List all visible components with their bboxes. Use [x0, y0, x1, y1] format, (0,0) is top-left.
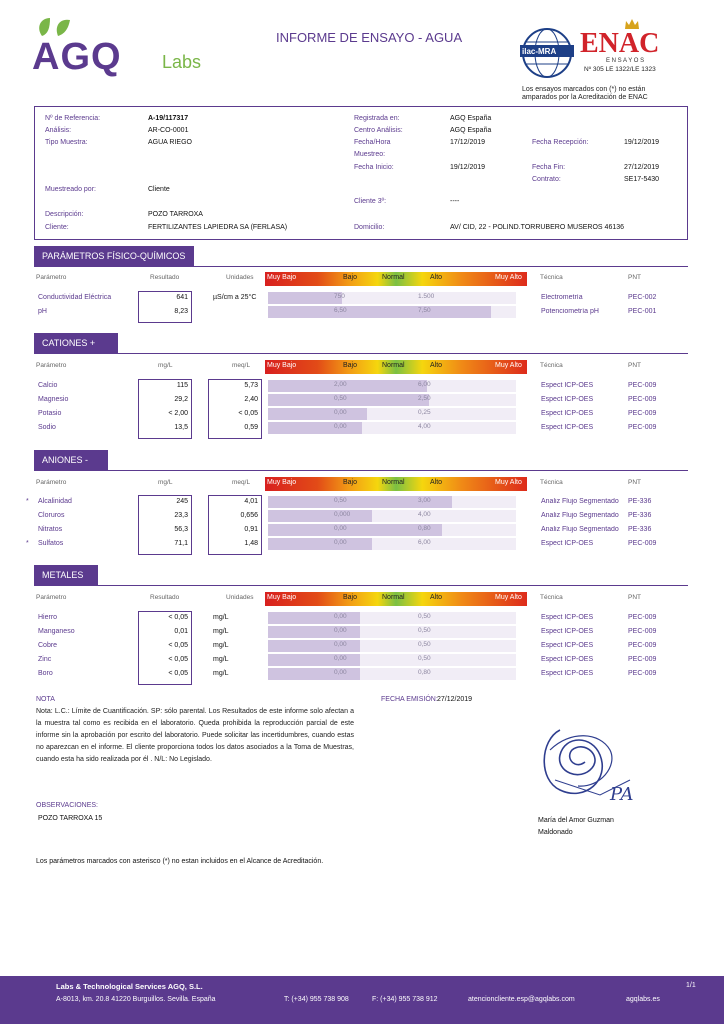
metales-row-4-technique: Espect ICP-OES [541, 670, 594, 677]
enac-note-2: amparados por la Acreditación de ENAC [522, 94, 648, 101]
cationes-row-1-low-limit: 0,50 [334, 395, 347, 402]
centro-value: AGQ España [450, 127, 492, 134]
analisis-value: AR-CO-0001 [148, 127, 189, 134]
cationes-row-3-high-limit: 4,00 [418, 423, 431, 430]
fecha-emision-value: 27/12/2019 [437, 696, 473, 703]
aniones-row-2-high-limit: 0,80 [418, 525, 431, 532]
fq-row-0-technique: Electrometría [541, 294, 583, 301]
fq-row-0-name: Conductividad Eléctrica [38, 294, 112, 301]
aniones-row-0-name: Alcalinidad [38, 498, 72, 505]
metales-row-1-pnt: PEC-009 [628, 628, 657, 635]
cationes-header-meql: meq/L [232, 362, 251, 369]
fechahora-value: 17/12/2019 [450, 139, 486, 146]
scale-label-bajo: Bajo [343, 479, 358, 486]
scale-label-muy-alto: Muy Alto [495, 362, 522, 369]
fin-value: 27/12/2019 [624, 164, 660, 171]
signature-initials: PA [610, 784, 634, 805]
inicio-label: Fecha Inicio: [354, 164, 394, 171]
report-title: INFORME DE ENSAYO - AGUA [276, 30, 463, 45]
metales-row-4-low-limit: 0,00 [334, 669, 347, 676]
cationes-row-1-meql: 2,40 [244, 396, 258, 403]
signer-name-1: María del Amor Guzman [538, 817, 614, 824]
fq-row-0-high-limit: 1.500 [418, 293, 435, 300]
enac-note-1: Los ensayos marcados con (*) no están [522, 86, 646, 93]
scale-label-alto: Alto [430, 362, 443, 369]
metales-row-2-pnt: PEC-009 [628, 642, 657, 649]
metales-row-4-units: mg/L [213, 670, 229, 677]
aniones-row-3-mgl: 71,1 [174, 540, 188, 547]
footer-email[interactable]: atencioncliente.esp@agqlabs.com [468, 996, 575, 1003]
cationes-row-0-name: Calcio [38, 382, 58, 389]
aniones-row-1-high-limit: 4,00 [418, 511, 431, 518]
recepcion-value: 19/12/2019 [624, 139, 660, 146]
cationes-level-scale [265, 360, 527, 374]
aniones-row-0-low-limit: 0,50 [334, 497, 347, 504]
tipo-value: AGUA RIEGO [148, 139, 192, 146]
cationes-row-1-pnt: PEC-009 [628, 396, 657, 403]
scale-label-normal: Normal [382, 362, 405, 369]
metales-row-1-technique: Espect ICP-OES [541, 628, 594, 635]
agq-logo [32, 16, 212, 80]
enac-logo [580, 18, 680, 88]
metales-row-4-name: Boro [38, 670, 53, 677]
cliente-value: FERTILIZANTES LAPIEDRA SA (FERLASA) [148, 224, 288, 231]
footer-bar [0, 976, 724, 1024]
fechahora-label: Fecha/Hora [354, 139, 391, 146]
footer-web[interactable]: agqlabs.es [626, 996, 660, 1003]
aniones-row-2-mgl: 56,3 [174, 526, 188, 533]
aniones-header-pnt: PNT [628, 479, 641, 486]
metales-row-0-name: Hierro [38, 614, 58, 621]
cationes-row-3-technique: Espect ICP-OES [541, 424, 594, 431]
metales-row-0-pnt: PEC-009 [628, 614, 657, 621]
metales-header-param: Parámetro [36, 594, 67, 601]
cationes-row-1-high-limit: 2,50 [418, 395, 431, 402]
observaciones-title: OBSERVACIONES: [36, 802, 98, 809]
cationes-row-0-high-limit: 6,00 [418, 381, 431, 388]
labs-wordmark: Labs [162, 52, 202, 72]
metales-header-pnt: PNT [628, 594, 641, 601]
registrada-label: Registrada en: [354, 115, 400, 122]
aniones-row-2-pnt: PE-336 [628, 526, 652, 533]
cationes-row-3-low-limit: 0,00 [334, 423, 347, 430]
cationes-row-0-pnt: PEC-009 [628, 382, 657, 389]
cationes-row-2-name: Potasio [38, 410, 62, 417]
inicio-value: 19/12/2019 [450, 164, 486, 171]
scale-label-bajo: Bajo [343, 274, 358, 281]
scale-label-muy-alto: Muy Alto [495, 594, 522, 601]
aniones-row-2-name: Nitratos [38, 526, 63, 533]
aniones-row-1-technique: Analiz Flujo Segmentado [541, 512, 619, 519]
fq-row-0-pnt: PEC-002 [628, 294, 657, 301]
signature-image [530, 710, 660, 810]
aniones-section-title: ANIONES - [34, 450, 108, 470]
cliente3-value: ---- [450, 198, 460, 205]
scale-label-alto: Alto [430, 479, 443, 486]
fq-row-0-result: 641 [176, 294, 188, 301]
ref-label: Nº de Referencia: [45, 115, 101, 122]
scale-label-alto: Alto [430, 274, 443, 281]
aniones-row-3-meql: 1,48 [244, 540, 258, 547]
muestreado-label: Muestreado por: [45, 186, 96, 193]
observaciones-value: POZO TARROXA 15 [38, 815, 103, 822]
cationes-section-rule [34, 353, 688, 354]
enac-number: Nº 305 LE 1322/LE 1323 [584, 66, 656, 73]
cationes-header-tech: Técnica [540, 362, 563, 369]
enac-sub: E N S A Y O S [606, 58, 645, 64]
aniones-row-0-meql: 4,01 [244, 498, 258, 505]
scale-label-muy-bajo: Muy Bajo [267, 479, 297, 486]
cationes-row-2-low-limit: 0,00 [334, 409, 347, 416]
metales-row-1-low-limit: 0,00 [334, 627, 347, 634]
aniones-row-3-technique: Espect ICP-OES [541, 540, 594, 547]
metales-row-0-units: mg/L [213, 614, 229, 621]
ilac-logo [518, 26, 576, 80]
cliente-label: Cliente: [45, 224, 69, 231]
metales-row-4-high-limit: 0,80 [418, 669, 431, 676]
tipo-label: Tipo Muestra: [45, 139, 88, 146]
footer-page: 1/1 [686, 982, 696, 989]
scale-label-normal: Normal [382, 594, 405, 601]
centro-label: Centro Análisis: [354, 127, 403, 134]
leaf-icon [34, 16, 74, 38]
metales-row-3-pnt: PEC-009 [628, 656, 657, 663]
metales-row-0-low-limit: 0,00 [334, 613, 347, 620]
scale-label-normal: Normal [382, 479, 405, 486]
cationes-row-1-mgl: 29,2 [174, 396, 188, 403]
aniones-row-2-level-bar [268, 524, 442, 536]
fq-row-1-technique: Potenciometría pH [541, 308, 599, 315]
agq-wordmark: AGQ [32, 36, 122, 78]
cationes-row-1-technique: Espect ICP-OES [541, 396, 594, 403]
descripcion-label: Descripción: [45, 211, 84, 218]
cationes-row-0-level-bar [268, 380, 427, 392]
metales-row-4-pnt: PEC-009 [628, 670, 657, 677]
metales-header-tech: Técnica [540, 594, 563, 601]
contrato-value: SE17-5430 [624, 176, 660, 183]
fecha-emision-label: FECHA EMISIÓN: [381, 696, 438, 703]
asterisk-note: Los parámetros marcados con asterisco (*) no estan incluidos en el Alcance de Acreditación. [36, 858, 324, 865]
aniones-row-3-level-bar [268, 538, 372, 550]
aniones-row-3-name: Sulfatos [38, 540, 64, 547]
scale-label-muy-bajo: Muy Bajo [267, 362, 297, 369]
metales-header-units: Unidades [226, 594, 254, 601]
domicilio-label: Domicilio: [354, 224, 385, 231]
aniones-row-3-high-limit: 6,00 [418, 539, 431, 546]
metales-header-result: Resultado [150, 594, 180, 601]
cationes-row-1-name: Magnesio [38, 396, 69, 403]
cationes-row-3-pnt: PEC-009 [628, 424, 657, 431]
aniones-row-1-pnt: PE-336 [628, 512, 652, 519]
aniones-section-rule [34, 470, 688, 471]
cliente3-label: Cliente 3º: [354, 198, 387, 205]
metales-row-1-high-limit: 0,50 [418, 627, 431, 634]
metales-row-2-high-limit: 0,50 [418, 641, 431, 648]
aniones-row-0-mgl: 245 [176, 498, 188, 505]
aniones-row-3-asterisk: * [26, 540, 29, 547]
cationes-row-0-low-limit: 2,00 [334, 381, 347, 388]
metales-row-2-units: mg/L [213, 642, 229, 649]
cationes-row-3-mgl: 13,5 [174, 424, 188, 431]
fq-header-param: Parámetro [36, 274, 67, 281]
fq-row-1-high-limit: 7,50 [418, 307, 431, 314]
fq-section-rule [34, 266, 688, 267]
aniones-header-mgl: mg/L [158, 479, 173, 486]
cationes-row-2-mgl: < 2,00 [168, 410, 188, 417]
signer-name-2: Maldonado [538, 829, 573, 836]
analisis-label: Análisis: [45, 127, 72, 134]
metales-row-1-units: mg/L [213, 628, 229, 635]
metales-row-1-result: 0,01 [174, 628, 188, 635]
ref-value: A-19/117317 [148, 115, 189, 122]
cationes-row-3-name: Sodio [38, 424, 56, 431]
aniones-header-tech: Técnica [540, 479, 563, 486]
fin-label: Fecha Fin: [532, 164, 566, 171]
descripcion-value: POZO TARROXA [148, 211, 203, 218]
cationes-row-3-meql: 0,59 [244, 424, 258, 431]
contrato-label: Contrato: [532, 176, 561, 183]
fq-level-scale [265, 272, 527, 286]
cationes-row-1-level-bar [268, 394, 429, 406]
cationes-row-0-technique: Espect ICP-OES [541, 382, 594, 389]
cationes-header-pnt: PNT [628, 362, 641, 369]
aniones-level-scale [265, 477, 527, 491]
scale-label-bajo: Bajo [343, 594, 358, 601]
aniones-row-1-level-bar [268, 510, 372, 522]
scale-label-muy-alto: Muy Alto [495, 479, 522, 486]
recepcion-label: Fecha Recepción: [532, 139, 589, 146]
cationes-row-2-level-bar [268, 408, 367, 420]
scale-label-muy-bajo: Muy Bajo [267, 274, 297, 281]
fq-header-pnt: PNT [628, 274, 641, 281]
metales-section-rule [34, 585, 688, 586]
scale-label-alto: Alto [430, 594, 443, 601]
aniones-row-3-low-limit: 0,00 [334, 539, 347, 546]
cationes-row-0-mgl: 115 [176, 382, 188, 389]
metales-row-2-technique: Espect ICP-OES [541, 642, 594, 649]
metales-row-3-result: < 0,05 [168, 656, 188, 663]
aniones-row-0-high-limit: 3,00 [418, 497, 431, 504]
fq-section-title: PARÁMETROS FÍSICO-QUÍMICOS [34, 246, 194, 266]
metales-row-3-high-limit: 0,50 [418, 655, 431, 662]
footer-fax: F: (+34) 955 738 912 [372, 996, 438, 1003]
fq-row-1-level-bar [268, 306, 491, 318]
cationes-row-2-technique: Espect ICP-OES [541, 410, 594, 417]
fq-row-0-level-bar [268, 292, 342, 304]
ilac-text: ilac-MRA [522, 47, 557, 56]
metales-row-3-low-limit: 0,00 [334, 655, 347, 662]
aniones-row-1-mgl: 23,3 [174, 512, 188, 519]
aniones-row-1-low-limit: 0,000 [334, 511, 351, 518]
fq-row-1-pnt: PEC-001 [628, 308, 657, 315]
fq-header-tech: Técnica [540, 274, 563, 281]
fq-row-1-low-limit: 6,50 [334, 307, 347, 314]
domicilio-value: AV/ CID, 22 - POLIND.TORRUBERO MUSEROS 46136 [450, 224, 625, 231]
aniones-row-2-low-limit: 0,00 [334, 525, 347, 532]
metales-section-title: METALES [34, 565, 98, 585]
aniones-row-1-meql: 0,656 [240, 512, 258, 519]
aniones-row-1-name: Cloruros [38, 512, 65, 519]
cationes-header-param: Parámetro [36, 362, 67, 369]
scale-label-muy-alto: Muy Alto [495, 274, 522, 281]
scale-label-muy-bajo: Muy Bajo [267, 594, 297, 601]
footer-address: A-8013, km. 20.8 41220 Burguillos. Sevilla. España [56, 996, 216, 1003]
metales-row-2-name: Cobre [38, 642, 58, 649]
aniones-header-param: Parámetro [36, 479, 67, 486]
metales-row-4-result: < 0,05 [168, 670, 188, 677]
footer-company: Labs & Technological Services AGQ, S.L. [56, 982, 203, 991]
nota-title: NOTA [36, 696, 55, 703]
footer-tel: T: (+34) 955 738 908 [284, 996, 349, 1003]
metales-row-3-name: Zinc [38, 656, 52, 663]
cationes-row-3-level-bar [268, 422, 362, 434]
aniones-row-2-technique: Analiz Flujo Segmentado [541, 526, 619, 533]
enac-wordmark: ENAC [580, 28, 660, 59]
metales-row-2-result: < 0,05 [168, 642, 188, 649]
cationes-header-mgl: mg/L [158, 362, 173, 369]
fq-header-result: Resultado [150, 274, 180, 281]
fq-row-1-name: pH [38, 308, 47, 315]
aniones-row-0-technique: Analiz Flujo Segmentado [541, 498, 619, 505]
muestreo-label: Muestreo: [354, 151, 386, 158]
metales-row-2-low-limit: 0,00 [334, 641, 347, 648]
metales-row-0-high-limit: 0,50 [418, 613, 431, 620]
aniones-row-3-pnt: PEC-009 [628, 540, 657, 547]
fq-header-units: Unidades [226, 274, 254, 281]
cationes-section-title: CATIONES + [34, 333, 118, 353]
registrada-value: AGQ España [450, 115, 492, 122]
aniones-row-0-asterisk: * [26, 498, 29, 505]
cationes-row-0-meql: 5,73 [244, 382, 258, 389]
aniones-header-meql: meq/L [232, 479, 251, 486]
aniones-row-2-meql: 0,91 [244, 526, 258, 533]
aniones-row-0-pnt: PE-336 [628, 498, 652, 505]
nota-text: Nota: L.C.: Límite de Cuantificación. SP: sólo parental. Los Resultados de este informe solo afectan a la muestra tal como es recibida en el laboratorio. Queda prohibida la reproducción parcial de este informe sin la aprobación por escrito del laboratorio. Puede solicitar las incertidumbres, cuando estas no aparezcan en el informe. El cliente proporciona todos los datos asociados a la Toma de Muestras, cuando esta ha sido realizada por él . N/L: No Legislado. [36, 708, 354, 763]
metales-row-3-units: mg/L [213, 656, 229, 663]
metales-row-0-technique: Espect ICP-OES [541, 614, 594, 621]
fq-row-0-units: µS/cm a 25°C [213, 294, 257, 301]
scale-label-bajo: Bajo [343, 362, 358, 369]
metales-level-scale [265, 592, 527, 606]
muestreado-value: Cliente [148, 186, 170, 193]
fq-row-0-low-limit: 750 [334, 293, 345, 300]
scale-label-normal: Normal [382, 274, 405, 281]
metales-row-0-result: < 0,05 [168, 614, 188, 621]
cationes-row-2-pnt: PEC-009 [628, 410, 657, 417]
cationes-row-2-high-limit: 0,25 [418, 409, 431, 416]
fq-row-1-result: 8,23 [174, 308, 188, 315]
cationes-row-2-meql: < 0,05 [238, 410, 258, 417]
metales-row-3-technique: Espect ICP-OES [541, 656, 594, 663]
metales-row-1-name: Manganeso [38, 628, 75, 635]
